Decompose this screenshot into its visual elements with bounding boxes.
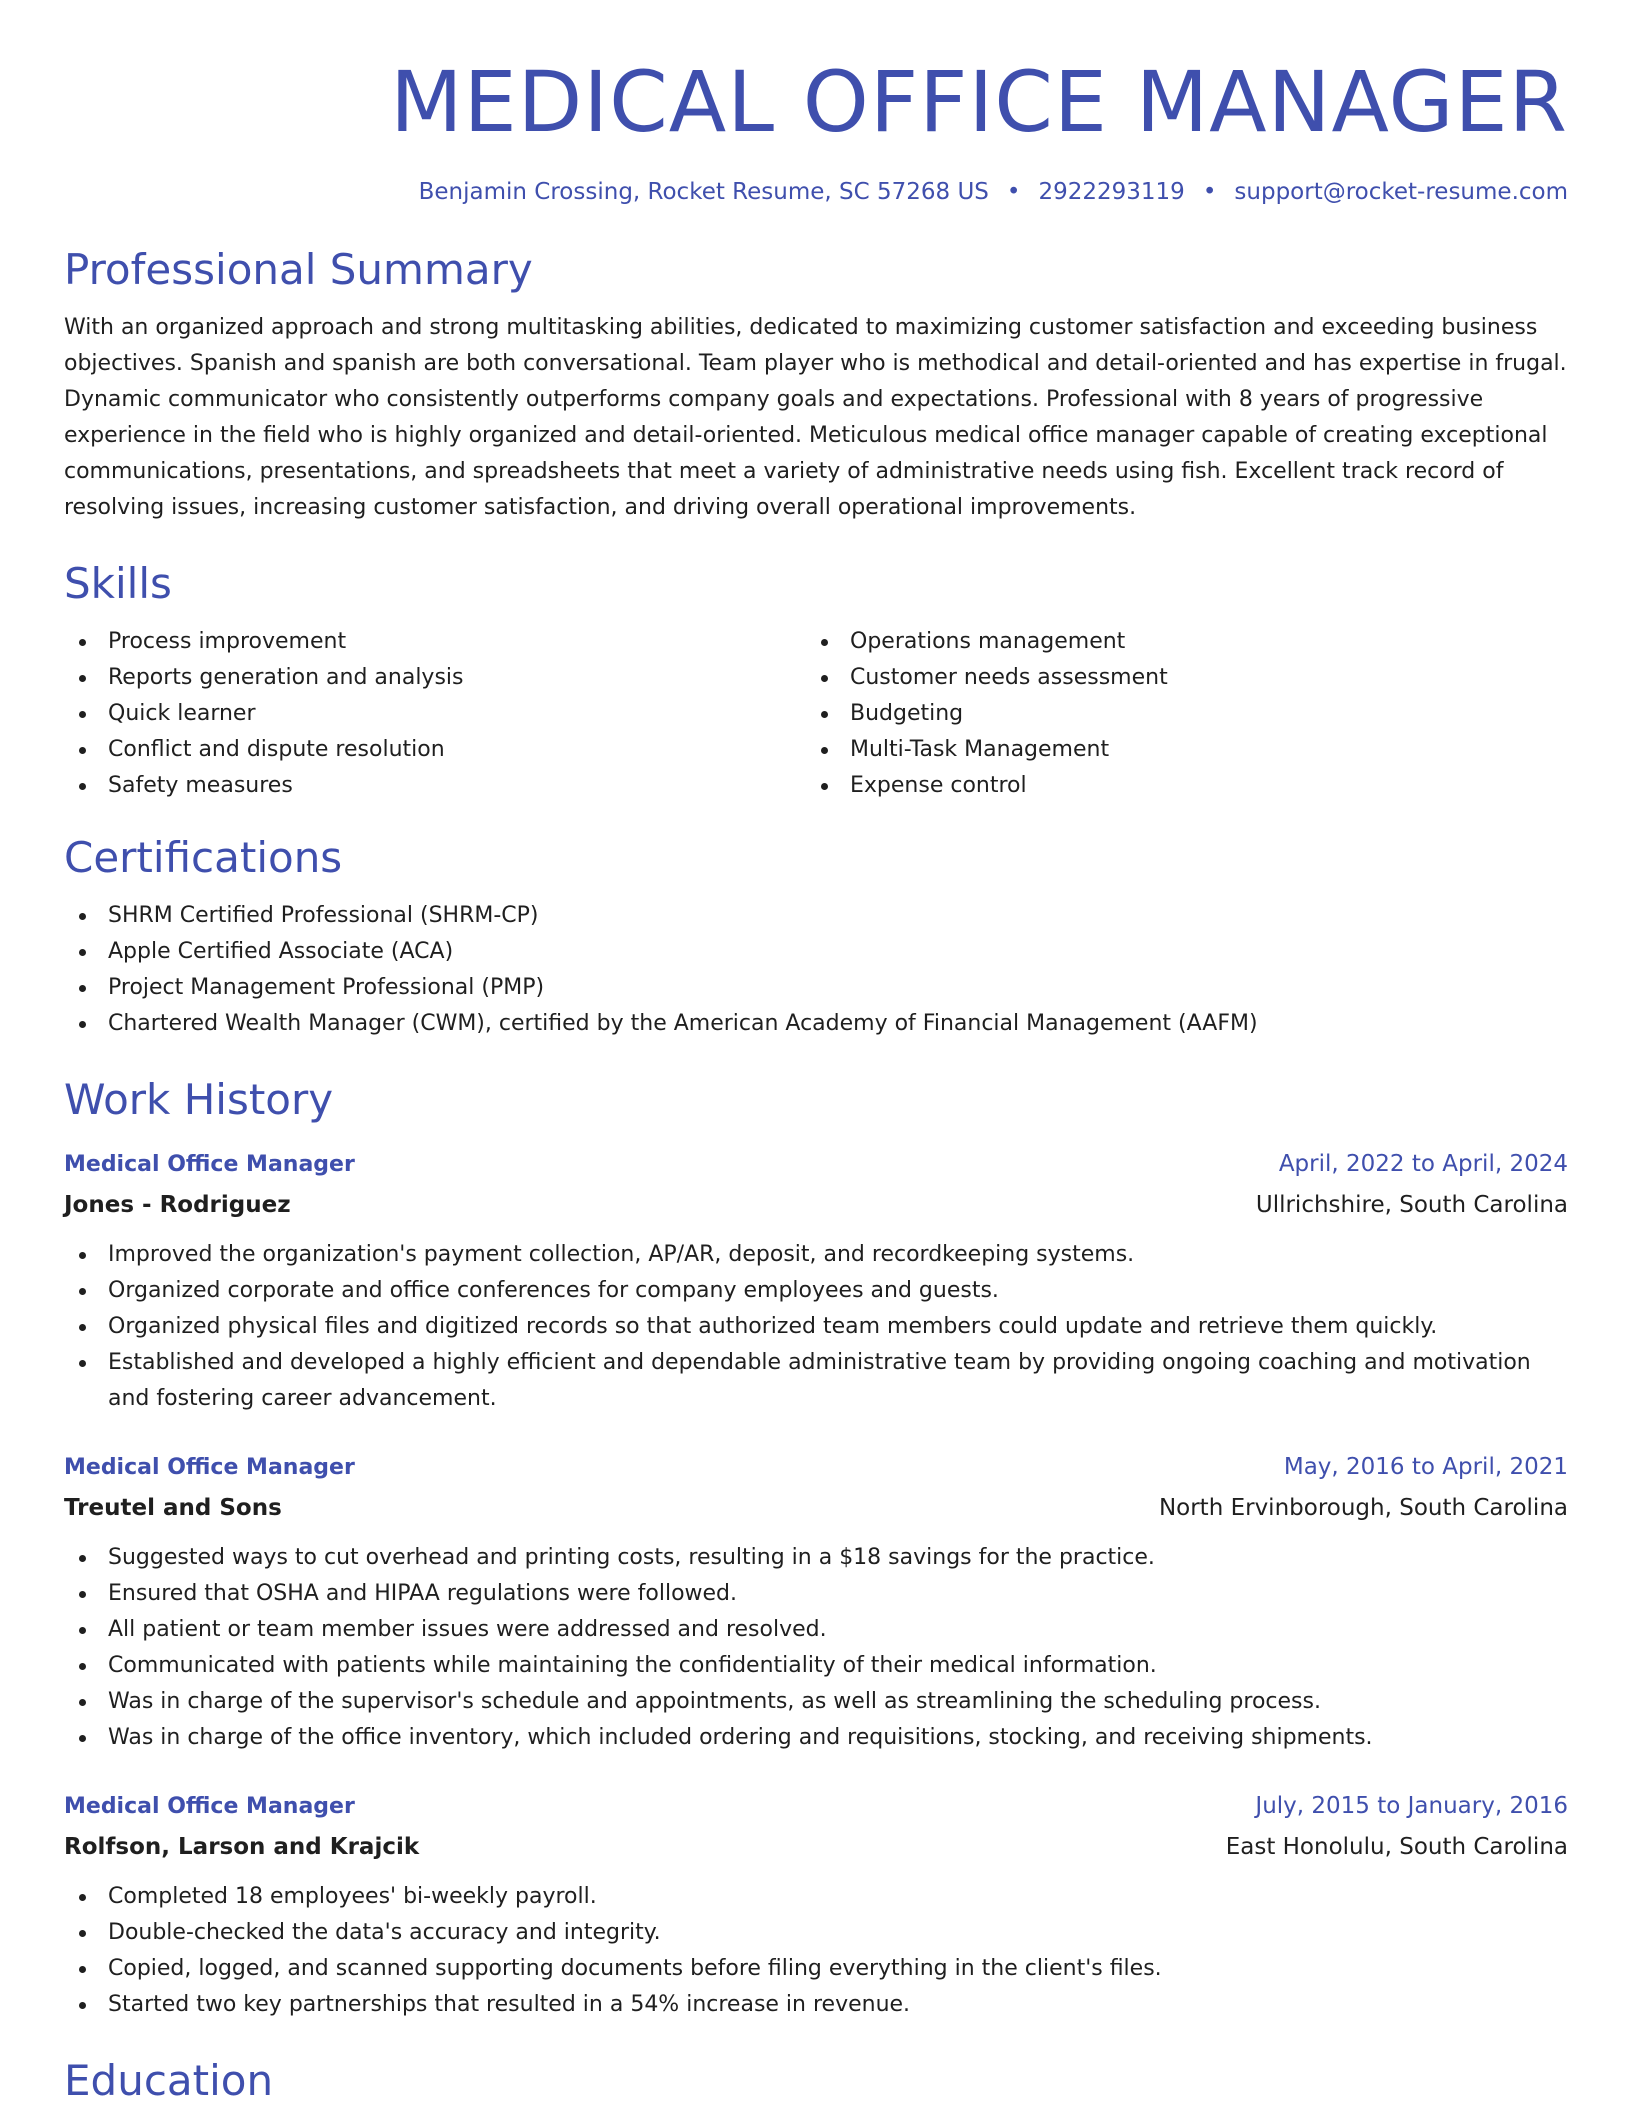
duty-item: Completed 18 employees' bi-weekly payroll. bbox=[64, 1879, 1568, 1915]
duty-item: Organized corporate and office conferences for company employees and guests. bbox=[64, 1273, 1568, 1309]
skill-item: Quick learner bbox=[64, 696, 806, 732]
summary-text: With an organized approach and strong multitasking abilities, dedicated to maximizing customer satisfaction and exceeding business objectives. Spanish and spanish are both conversational. Team player who is methodical and detail-oriented and has expertise in frugal. Dynamic communicator who consistently outperforms company goals and expectations. Professional with 8 years of progressive experience in the field who is highly organized and detail-oriented. Meticulous medical office manager capable of creating exceptional communications, presentations, and spreadsheets that meet a variety of administrative needs using fish. Excellent track record of resolving issues, increasing customer satisfaction, and driving overall operational improvements. bbox=[64, 315, 1567, 520]
job-company: Jones - Rodriguez bbox=[64, 1192, 291, 1218]
education-heading: Education bbox=[64, 2056, 274, 2105]
duty-item: Was in charge of the supervisor's schedule and appointments, as well as streamlining the scheduling process. bbox=[64, 1684, 1568, 1720]
job-header-row bbox=[64, 1786, 1568, 1827]
duty-item: Was in charge of the office inventory, which included ordering and requisitions, stocking, and receiving shipments. bbox=[64, 1720, 1568, 1756]
contact-email[interactable]: support@rocket-resume.com bbox=[1234, 179, 1568, 205]
job-title: Medical Office Manager bbox=[64, 1152, 355, 1177]
job-header-row bbox=[64, 1144, 1568, 1185]
contact-line bbox=[64, 176, 1568, 208]
skill-item: Reports generation and analysis bbox=[64, 660, 806, 696]
job-company-row bbox=[64, 1827, 1568, 1867]
skills-list-right bbox=[806, 624, 1548, 804]
education-section bbox=[64, 2053, 1568, 2109]
duty-item: Double-checked the data's accuracy and integrity. bbox=[64, 1915, 1568, 1951]
duty-item: Communicated with patients while maintaining the confidentiality of their medical information. bbox=[64, 1648, 1568, 1684]
job-company-row bbox=[64, 1185, 1568, 1225]
certification-item: Apple Certified Associate (ACA) bbox=[64, 934, 1568, 970]
contact-separator: • bbox=[1202, 179, 1217, 205]
skills-grid bbox=[64, 624, 1568, 804]
duty-item: Suggested ways to cut overhead and printing costs, resulting in a $18 savings for the practice. bbox=[64, 1540, 1568, 1576]
skill-item: Operations management bbox=[806, 624, 1548, 660]
job-duties bbox=[64, 1237, 1568, 1417]
skills-list-left bbox=[64, 624, 806, 804]
contact-phone: 2922293119 bbox=[1038, 179, 1185, 205]
job-dates: April, 2022 to April, 2024 bbox=[1278, 1151, 1568, 1177]
skill-item: Customer needs assessment bbox=[806, 660, 1548, 696]
job-header-row bbox=[64, 1447, 1568, 1488]
resume-page bbox=[64, 0, 1568, 2109]
skills-heading: Skills bbox=[64, 559, 172, 608]
summary-section bbox=[64, 242, 1568, 526]
job-dates: May, 2016 to April, 2021 bbox=[1283, 1454, 1568, 1480]
contact-address: Benjamin Crossing, Rocket Resume, SC 57268 US bbox=[418, 179, 989, 205]
job-entry bbox=[64, 1447, 1568, 1756]
duty-item: Copied, logged, and scanned supporting documents before filing everything in the client's files. bbox=[64, 1951, 1568, 1987]
skill-item: Conflict and dispute resolution bbox=[64, 732, 806, 768]
certifications-section bbox=[64, 830, 1568, 1042]
work-history-heading: Work History bbox=[64, 1075, 334, 1124]
certifications-heading: Certifications bbox=[64, 833, 343, 882]
summary-heading: Professional Summary bbox=[64, 245, 533, 294]
duty-item: Ensured that OSHA and HIPAA regulations were followed. bbox=[64, 1576, 1568, 1612]
certifications-list bbox=[64, 898, 1568, 1042]
job-company: Treutel and Sons bbox=[64, 1495, 282, 1521]
duty-item: Organized physical files and digitized records so that authorized team members could update and retrieve them quickly. bbox=[64, 1309, 1568, 1345]
skills-section bbox=[64, 556, 1568, 804]
job-location: East Honolulu, South Carolina bbox=[1225, 1834, 1568, 1860]
duty-item: Started two key partnerships that resulted in a 54% increase in revenue. bbox=[64, 1987, 1568, 2023]
job-company: Rolfson, Larson and Krajcik bbox=[64, 1834, 420, 1860]
work-history-section bbox=[64, 1072, 1568, 2023]
job-entry bbox=[64, 1786, 1568, 2023]
certification-item: Chartered Wealth Manager (CWM), certified by the American Academy of Financial Management (AAFM) bbox=[64, 1006, 1568, 1042]
job-duties bbox=[64, 1879, 1568, 2023]
skill-item: Expense control bbox=[806, 768, 1548, 804]
duty-item: Established and developed a highly efficient and dependable administrative team by providing ongoing coaching and motivation and fostering career advancement. bbox=[64, 1345, 1568, 1417]
job-entry bbox=[64, 1144, 1568, 1417]
job-location: North Ervinborough, South Carolina bbox=[1158, 1495, 1568, 1521]
duty-item: All patient or team member issues were addressed and resolved. bbox=[64, 1612, 1568, 1648]
certification-item: Project Management Professional (PMP) bbox=[64, 970, 1568, 1006]
skill-item: Multi-Task Management bbox=[806, 732, 1548, 768]
certification-item: SHRM Certified Professional (SHRM-CP) bbox=[64, 898, 1568, 934]
job-duties bbox=[64, 1540, 1568, 1756]
skill-item: Safety measures bbox=[64, 768, 806, 804]
job-title: Medical Office Manager bbox=[64, 1794, 355, 1819]
job-location: Ullrichshire, South Carolina bbox=[1255, 1192, 1568, 1218]
job-dates: July, 2015 to January, 2016 bbox=[1255, 1793, 1568, 1819]
resume-title: MEDICAL OFFICE MANAGER bbox=[390, 53, 1568, 151]
duty-item: Improved the organization's payment collection, AP/AR, deposit, and recordkeeping systems. bbox=[64, 1237, 1568, 1273]
skill-item: Process improvement bbox=[64, 624, 806, 660]
job-title: Medical Office Manager bbox=[64, 1455, 355, 1480]
job-company-row bbox=[64, 1488, 1568, 1528]
skill-item: Budgeting bbox=[806, 696, 1548, 732]
contact-separator: • bbox=[1006, 179, 1021, 205]
